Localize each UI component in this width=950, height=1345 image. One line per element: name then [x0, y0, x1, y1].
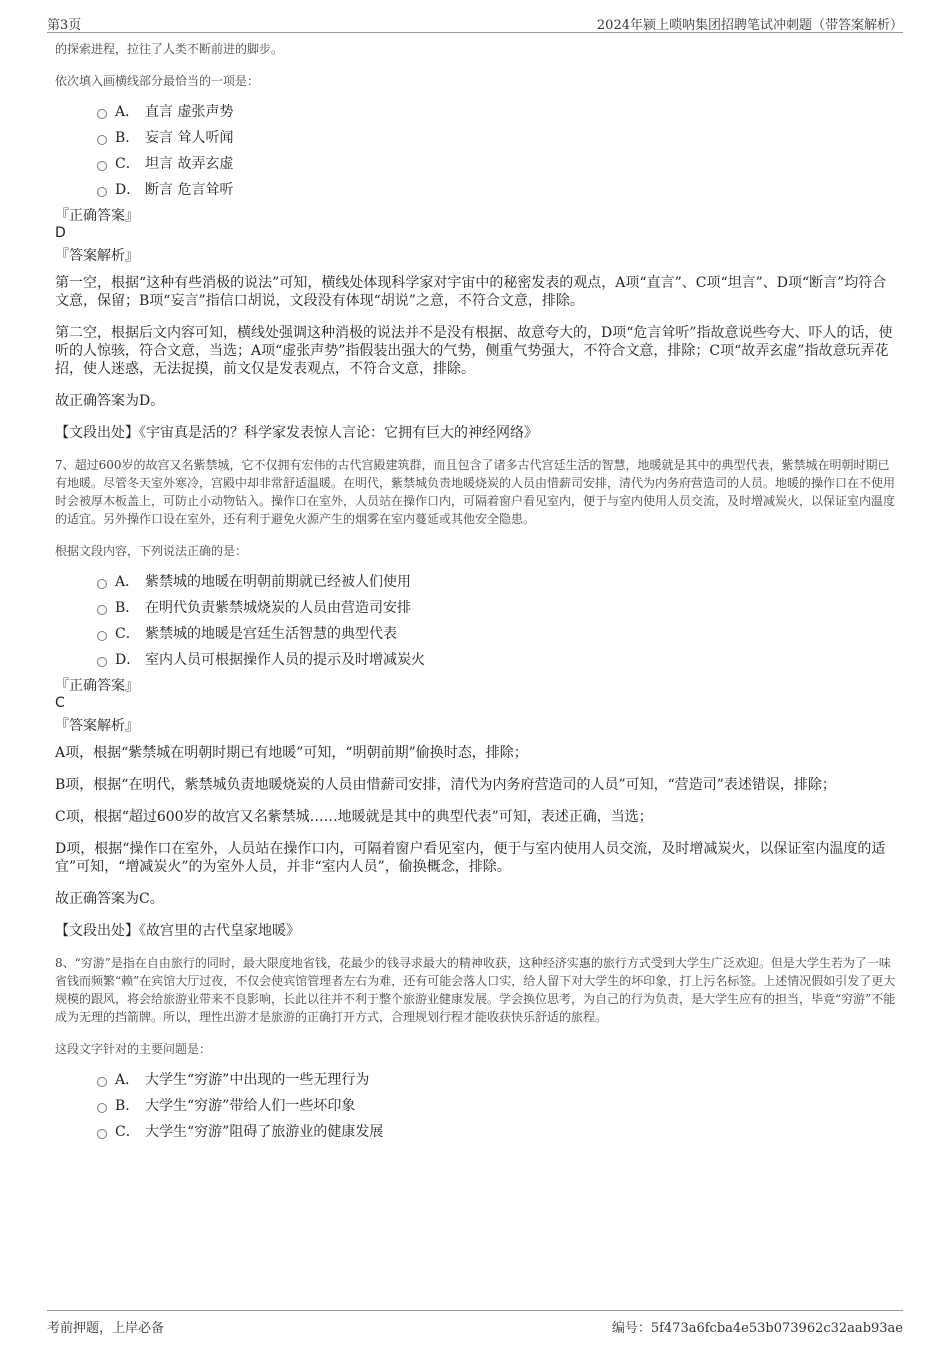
footer-note: 考前押题，上岸必备 — [47, 1321, 165, 1336]
document-title: 2024年颍上唢呐集团招聘笔试冲刺题（带答案解析） — [596, 18, 903, 33]
analysis-label: 『答案解析』 — [55, 248, 139, 264]
option-c[interactable]: C． 大学生“穷游”阻碍了旅游业的健康发展 — [97, 1118, 897, 1144]
question-6-prompt: 依次填入画横线部分最恰当的一项是： — [55, 74, 260, 88]
answer-value: C — [55, 695, 65, 711]
question-8-options — [97, 1066, 897, 1144]
analysis-label: 『答案解析』 — [55, 718, 139, 734]
analysis-paragraph: A项，根据“紫禁城在明朝时期已有地暖”可知，“明朝前期”偷换时态，排除； — [55, 745, 528, 761]
radio-icon[interactable] — [97, 631, 107, 641]
answer-label: 『正确答案』 — [55, 678, 139, 694]
page-footer — [47, 1310, 903, 1335]
question-8-stem: 8、“穷游”是指在自由旅行的同时，最大限度地省钱，花最少的钱寻求最大的精神收获，这种经济实惠的旅行方式受到大学生广泛欢迎。但是大学生若为了一味省钱而频繁“赖”在宾馆大厅过夜，不仅会使宾馆管理者左右为难，还有可能会落人口实，给人留下对大学生的坏印象，打上污名标签。上述情况假如引发了更大规模的跟风，将会给旅游业带来不良影响，长此以往并不利于整个旅游业健康发展。学会换位思考，为自己的行为负责，是大学生应有的担当，毕竟“穷游”不能成为无理的挡箭牌。所以，理性出游才是旅游的正确打开方式，合理规划行程才能收获快乐舒适的旅程。 — [55, 956, 896, 1024]
radio-icon[interactable] — [97, 605, 107, 615]
option-a[interactable]: A． 直言 虚张声势 — [97, 98, 897, 124]
option-c[interactable]: C． 紫禁城的地暖是宫廷生活智慧的典型代表 — [97, 620, 897, 646]
question-7-options — [97, 568, 897, 672]
radio-icon[interactable] — [97, 579, 107, 589]
document-code: 编号：5f473a6fcba4e53b073962c32aab93ae — [611, 1321, 903, 1336]
option-d[interactable]: D． 断言 危言耸听 — [97, 176, 897, 202]
option-b[interactable]: B． 在明代负责紫禁城烧炭的人员由营造司安排 — [97, 594, 897, 620]
page-header — [47, 10, 903, 33]
radio-icon[interactable] — [97, 1129, 107, 1139]
radio-icon[interactable] — [97, 135, 107, 145]
page-number: 第3页 — [47, 18, 82, 33]
question-8-prompt: 这段文字针对的主要问题是： — [55, 1042, 212, 1056]
radio-icon[interactable] — [97, 161, 107, 171]
radio-icon[interactable] — [97, 1077, 107, 1087]
analysis-paragraph: 第二空，根据后文内容可知，横线处强调这种消极的说法并不是没有根据、故意夸大的，D项“危言耸听”指故意说些夸大、吓人的话，使听的人惊骇，符合文意，当选；A项“虚张声势”指假装出强大的气势，侧重气势强大，不符合文意，排除；C项“故弄玄虚”指故意玩弄花招，使人迷惑，无法捉摸，前文仅是发表观点，不符合文意，排除。 — [55, 325, 893, 377]
analysis-conclusion: 故正确答案为D。 — [55, 393, 165, 409]
option-d[interactable]: D． 室内人员可根据操作人员的提示及时增减炭火 — [97, 646, 897, 672]
answer-label: 『正确答案』 — [55, 208, 139, 224]
question-7-stem: 7、超过600岁的故宫又名紫禁城，它不仅拥有宏伟的古代宫殿建筑群，而且包含了诸多古代宫廷生活的智慧，地暖就是其中的典型代表，紫禁城在明朝时期已有地暖。尽管冬天室外寒冷，宫殿中却非常舒适温暖。在明代，紫禁城负责地暖烧炭的人员由惜薪司安排，清代为内务府营造司的人员。地暖的操作口在不使用时会被厚木板盖上，可防止小动物钻入。操作口在室外，人员站在操作口内，可隔着窗户看见室内，便于与室内使用人员交流，及时增减炭火，以保证室内温度的适宜。另外操作口设在室外，还有利于避免火源产生的烟雾在室内蔓延或其他安全隐患。 — [55, 458, 896, 526]
option-b[interactable]: B． 妄言 耸人听闻 — [97, 124, 897, 150]
radio-icon[interactable] — [97, 109, 107, 119]
option-c[interactable]: C． 坦言 故弄玄虚 — [97, 150, 897, 176]
question-6-tail: 的探索进程，拉往了人类不断前进的脚步。 — [55, 42, 284, 56]
analysis-paragraph: B项，根据“在明代，紫禁城负责地暖烧炭的人员由惜薪司安排，清代为内务府营造司的人员”可知，“营造司”表述错误，排除； — [55, 777, 836, 793]
option-a[interactable]: A． 紫禁城的地暖在明朝前期就已经被人们使用 — [97, 568, 897, 594]
analysis-paragraph: D项，根据“操作口在室外，人员站在操作口内，可隔着窗户看见室内，便于与室内使用人员交流，及时增减炭火，以保证室内温度的适宜”可知，“增减炭火”的为室外人员，并非“室内人员”，偷换概念，排除。 — [55, 841, 886, 875]
option-a[interactable]: A． 大学生“穷游”中出现的一些无理行为 — [97, 1066, 897, 1092]
question-7-prompt: 根据文段内容，下列说法正确的是： — [55, 544, 248, 558]
analysis-paragraph: C项，根据“超过600岁的故宫又名紫禁城……地暖就是其中的典型代表”可知，表述正确，当选； — [55, 809, 653, 825]
source-citation: 【文段出处】《故宫里的古代皇家地暖》 — [55, 923, 300, 939]
option-b[interactable]: B． 大学生“穷游”带给人们一些坏印象 — [97, 1092, 897, 1118]
answer-value: D — [55, 225, 66, 241]
analysis-conclusion: 故正确答案为C。 — [55, 891, 164, 907]
radio-icon[interactable] — [97, 187, 107, 197]
source-citation: 【文段出处】《宇宙真是活的？科学家发表惊人言论：它拥有巨大的神经网络》 — [55, 425, 538, 441]
radio-icon[interactable] — [97, 1103, 107, 1113]
page-content — [55, 40, 897, 1144]
analysis-paragraph: 第一空，根据“这种有些消极的说法”可知，横线处体现科学家对宇宙中的秘密发表的观点，A项“直言”、C项“坦言”、D项“断言”均符合文意，保留；B项“妄言”指信口胡说，文段没有体现“胡说”之意，不符合文意，排除。 — [55, 275, 887, 309]
radio-icon[interactable] — [97, 657, 107, 667]
question-6-options — [97, 98, 897, 202]
